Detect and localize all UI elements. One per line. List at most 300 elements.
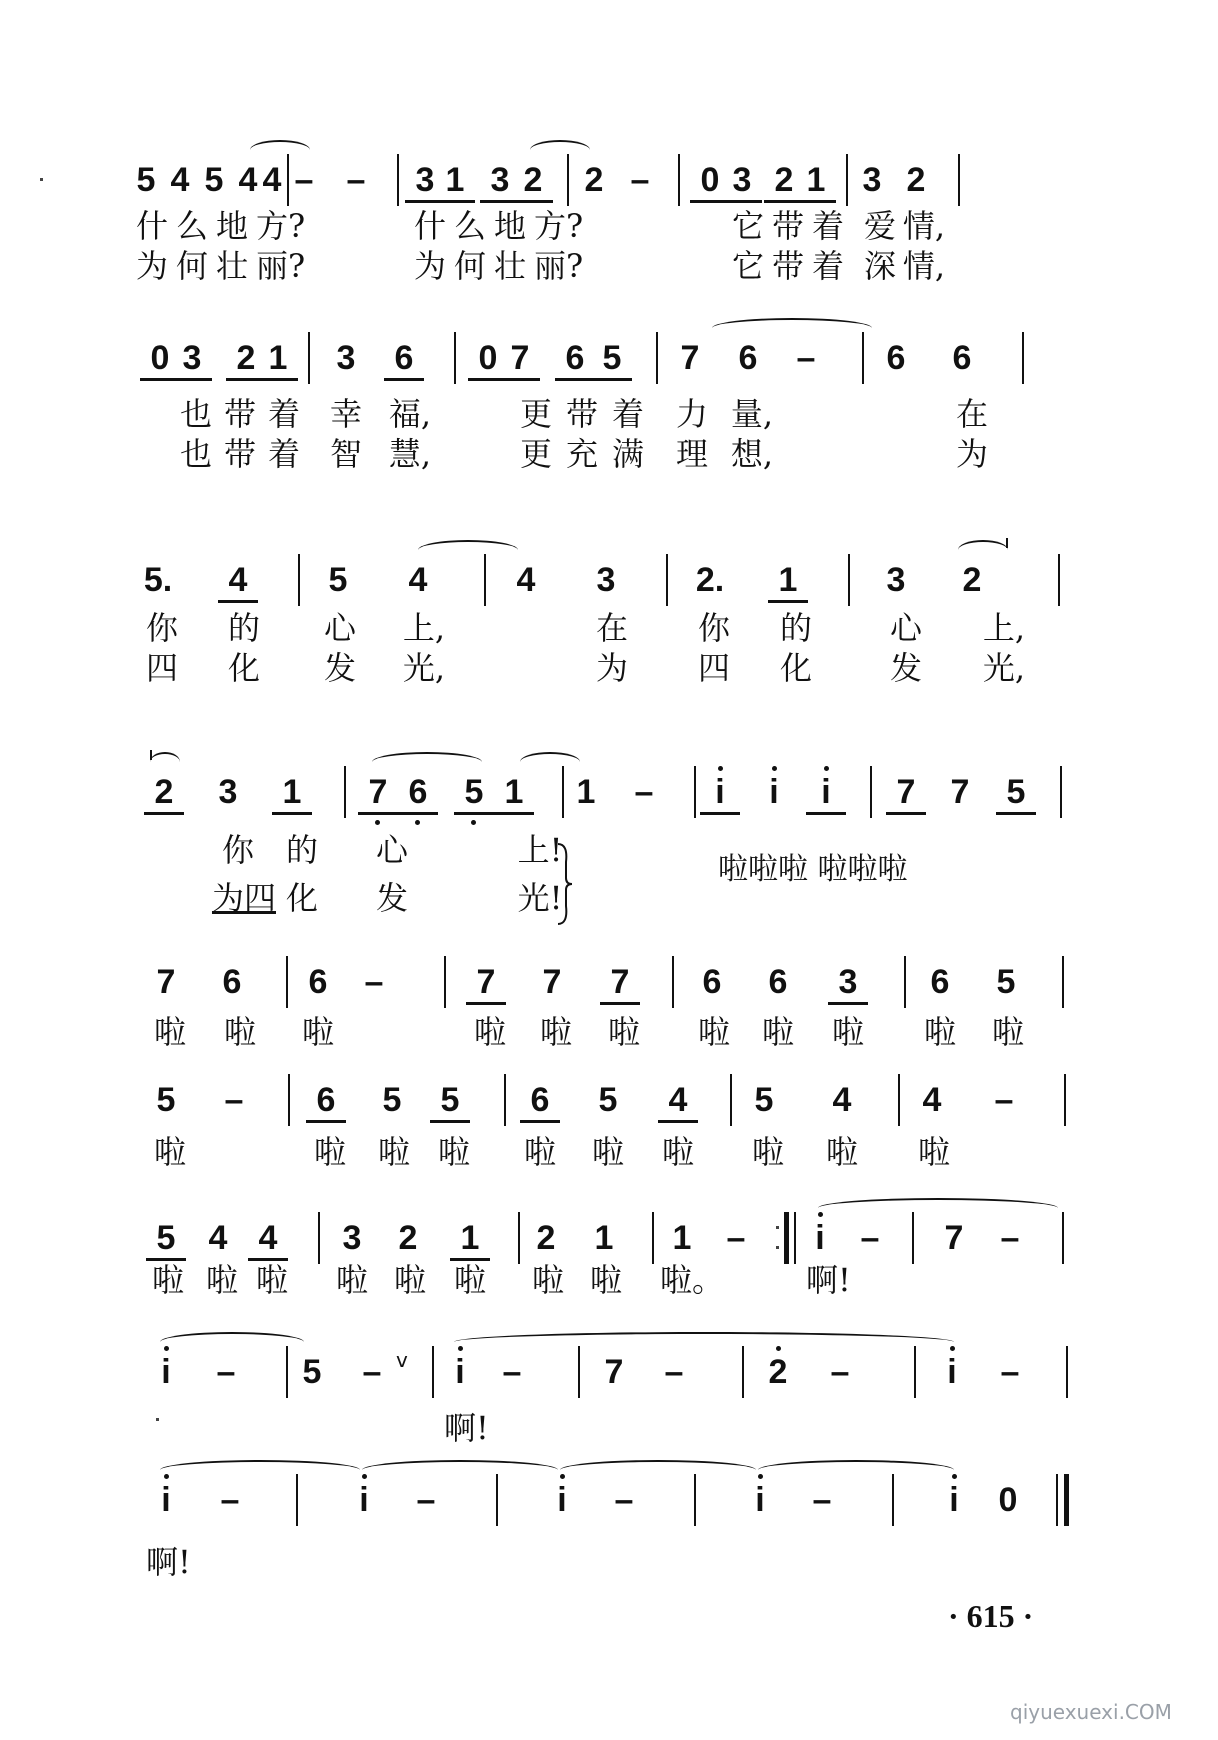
note-dash: –: [860, 1219, 880, 1257]
lyric: 化: [285, 879, 318, 917]
repeat-dot: [776, 1226, 779, 1229]
note: 6: [308, 963, 328, 1001]
note: i: [754, 772, 794, 812]
note: i: [344, 1480, 384, 1520]
lyric: 上,: [402, 609, 446, 647]
lyric-verse-2: [0, 434, 1218, 474]
note: 5: [430, 1080, 470, 1123]
note: 5: [598, 1081, 618, 1119]
lyric: 心: [375, 831, 408, 869]
barline: [694, 766, 696, 818]
note-dash: –: [364, 963, 384, 1001]
note: 2: [536, 1219, 556, 1257]
note-dash: –: [502, 1353, 522, 1391]
note: 4: [218, 560, 258, 603]
note: 6: [738, 339, 758, 377]
lyric: 满: [611, 435, 644, 473]
barline: [578, 1346, 580, 1398]
note: 6: [768, 963, 788, 1001]
barline: [898, 1074, 900, 1126]
slur-end: [1006, 538, 1008, 548]
barline: [912, 1212, 914, 1264]
note-dash: –: [634, 773, 654, 811]
note: 1: [258, 338, 298, 381]
barline: [288, 1074, 290, 1126]
notation-line: [0, 1348, 1218, 1412]
barline: [286, 1346, 288, 1398]
lyric-verse-1: [0, 1542, 1218, 1582]
lyric-verse-1: [0, 206, 1218, 246]
barline: [397, 154, 399, 206]
lyric: 四: [145, 649, 178, 687]
lyric: 啦: [335, 1261, 368, 1299]
barline: [672, 956, 674, 1008]
note: 6: [930, 963, 950, 1001]
lyric: 你: [145, 609, 178, 647]
lyric: 带: [771, 247, 804, 285]
lyric: 啦: [453, 1261, 486, 1299]
note: 1: [594, 1219, 614, 1257]
note: 1: [435, 160, 475, 203]
note: 7: [604, 1353, 624, 1391]
lyric-verse-1: [0, 1012, 1218, 1052]
watermark: qiyuexuexi.COM: [1010, 1700, 1172, 1724]
speck: [40, 178, 43, 181]
note: –: [294, 161, 314, 199]
note-dash: –: [362, 1353, 382, 1391]
lyric: 上,: [982, 609, 1026, 647]
lyric: 啦: [917, 1133, 950, 1171]
lyric: 情,: [902, 207, 946, 245]
barline: [1060, 766, 1062, 818]
barline: [678, 154, 680, 206]
lyric: 啊!: [444, 1409, 489, 1447]
note: i: [932, 1352, 972, 1392]
lyric: 也: [179, 435, 212, 473]
note: i: [806, 772, 846, 815]
lyric: 啦。: [660, 1261, 725, 1299]
lyric-verse-2: [0, 648, 1218, 688]
note: 4: [208, 1219, 228, 1257]
lyric: 化: [779, 649, 812, 687]
lyric: 着: [267, 395, 300, 433]
tie: [560, 1460, 756, 1480]
note-dash: –: [796, 339, 816, 377]
barline: [652, 1212, 654, 1264]
note-dash: –: [812, 1481, 832, 1519]
note: 4: [170, 161, 190, 199]
barline: [694, 1474, 696, 1526]
note-dash: –: [220, 1481, 240, 1519]
barline: [432, 1346, 434, 1398]
barline: [286, 956, 288, 1008]
lyric: 丽?: [534, 247, 584, 285]
lyric-verse-1: [0, 394, 1218, 434]
note: 6: [520, 1080, 560, 1123]
note: 3: [862, 161, 882, 199]
final-barline-thin: [1056, 1474, 1058, 1526]
note-dash: –: [224, 1081, 244, 1119]
note: 7: [466, 962, 506, 1005]
note: 2: [398, 1219, 418, 1257]
barline: [496, 1474, 498, 1526]
lyric: 何: [453, 247, 486, 285]
note-dash: –: [1000, 1219, 1020, 1257]
note: 2: [906, 161, 926, 199]
lyric: 为: [135, 247, 168, 285]
barline: [848, 554, 850, 606]
barline: [318, 1212, 320, 1264]
notation-line: [0, 338, 1218, 398]
note: 7: [358, 772, 398, 815]
lyric: 着: [267, 435, 300, 473]
lyric: 想,: [730, 435, 774, 473]
lyric: 啦: [313, 1133, 346, 1171]
note: 0: [468, 338, 508, 381]
note: 3: [342, 1219, 362, 1257]
lyric: 地: [493, 207, 526, 245]
lyric: 啦: [825, 1133, 858, 1171]
lyric: 啦: [591, 1133, 624, 1171]
lyric: 啦: [393, 1261, 426, 1299]
lyric: 丽?: [256, 247, 306, 285]
lyric-verse-2: [0, 246, 1218, 286]
lyric: 带: [223, 395, 256, 433]
lyric: 啦: [153, 1133, 186, 1171]
lyric: 在: [595, 609, 628, 647]
lyric: 理: [675, 435, 708, 473]
barline: [904, 956, 906, 1008]
barline: [518, 1212, 520, 1264]
barline: [862, 332, 864, 384]
note: 1: [576, 773, 596, 811]
note: i: [934, 1480, 974, 1520]
lyric: 上!: [517, 831, 563, 869]
note-dash: –: [994, 1081, 1014, 1119]
lyric: 发: [375, 879, 408, 917]
lyric: 何: [175, 247, 208, 285]
lyric: 它: [731, 207, 764, 245]
lyric: 么: [453, 207, 486, 245]
note: 6: [222, 963, 242, 1001]
note: i: [440, 1352, 480, 1392]
lyric: 光!: [517, 879, 563, 917]
lyric: 化: [227, 649, 260, 687]
note: 5: [156, 1081, 176, 1119]
lyric: 什: [135, 207, 168, 245]
barline: [730, 1074, 732, 1126]
barline: [846, 154, 848, 206]
lyric-verse-1: [0, 830, 1218, 870]
lyric: 你: [221, 831, 254, 869]
barline: [344, 766, 346, 818]
note: 7: [156, 963, 176, 1001]
note-dash: –: [216, 1353, 236, 1391]
lyric-verse-1: [0, 1132, 1218, 1172]
note: 3: [722, 160, 762, 203]
note-dash: –: [630, 161, 650, 199]
note: 6: [886, 339, 906, 377]
barline: [308, 332, 310, 384]
note: 3: [218, 773, 238, 811]
lyric: 啦: [437, 1133, 470, 1171]
note: 7: [886, 772, 926, 815]
note: 2: [513, 160, 553, 203]
lyric: 啊!: [146, 1543, 191, 1581]
barline: [1062, 1212, 1064, 1264]
lyric: 爱: [863, 207, 896, 245]
note: 2: [962, 561, 982, 599]
note: 4: [832, 1081, 852, 1119]
note: 2: [144, 772, 184, 815]
barline: [656, 332, 658, 384]
note: 1: [272, 772, 312, 815]
note: 7: [950, 773, 970, 811]
lyric: 幸: [329, 395, 362, 433]
slur: [250, 140, 310, 160]
note: 2: [584, 161, 604, 199]
note: 7: [542, 963, 562, 1001]
note-dash: –: [416, 1481, 436, 1519]
page-number: · 615 ·: [948, 1598, 1034, 1634]
barline: [454, 332, 456, 384]
lyric: 带: [771, 207, 804, 245]
lyric: 它: [731, 247, 764, 285]
note: 6: [398, 772, 438, 815]
note: 3: [886, 561, 906, 599]
note: 3: [336, 339, 356, 377]
note: i: [542, 1480, 582, 1520]
note-dash: –: [664, 1353, 684, 1391]
note: 5: [204, 161, 224, 199]
lyric: 的: [227, 609, 260, 647]
note: 1: [494, 772, 534, 815]
barline: [742, 1346, 744, 1398]
note: 6: [702, 963, 722, 1001]
tie: [362, 1460, 558, 1480]
note: i: [740, 1480, 780, 1520]
lyric: 啦: [153, 1013, 186, 1051]
lyric: 四: [697, 649, 730, 687]
note: 6: [384, 338, 424, 381]
lyric: 啊!: [806, 1261, 851, 1299]
lyric: 地: [215, 207, 248, 245]
note: 0: [140, 338, 180, 381]
note: 4: [922, 1081, 942, 1119]
lyric-verse-2: [0, 878, 1218, 918]
note: i: [146, 1480, 186, 1520]
note: 3: [828, 962, 868, 1005]
note: 5: [592, 338, 632, 381]
lyric: 么: [175, 207, 208, 245]
note: 2: [758, 1352, 798, 1392]
note-dash: –: [614, 1481, 634, 1519]
tie: [758, 1460, 954, 1480]
barline: [666, 554, 668, 606]
note: 4: [238, 161, 258, 199]
barline: [870, 766, 872, 818]
lyric: 啦: [151, 1261, 184, 1299]
note: 3: [480, 160, 520, 203]
lyric: 啦: [607, 1013, 640, 1051]
note: 5: [996, 963, 1016, 1001]
lyric: 的: [779, 609, 812, 647]
note: 4: [262, 161, 282, 199]
slur: [530, 140, 590, 160]
lyric: 为: [595, 649, 628, 687]
lyric: 啦: [531, 1261, 564, 1299]
lyric: 慧,: [388, 435, 432, 473]
notation-line: [0, 1080, 1218, 1140]
barline: [504, 1074, 506, 1126]
note: 0: [998, 1481, 1018, 1519]
repeat-barline: [794, 1212, 796, 1264]
note: 4: [408, 561, 428, 599]
lyric: 啦: [589, 1261, 622, 1299]
barline: [1058, 554, 1060, 606]
lyric: 啦: [761, 1013, 794, 1051]
lyric: 光,: [982, 649, 1026, 687]
lyric: 力: [675, 395, 708, 433]
tie: [454, 1332, 954, 1352]
note: 4: [516, 561, 536, 599]
lyric: 福,: [388, 395, 432, 433]
lyric: 充: [565, 435, 598, 473]
lyric: 光,: [402, 649, 446, 687]
lyric-verse-1: [0, 1408, 1218, 1448]
lyric: 更: [519, 395, 552, 433]
speck: [156, 1418, 159, 1421]
lyric: 方?: [256, 207, 306, 245]
lyric: 更: [519, 435, 552, 473]
note: 5: [754, 1081, 774, 1119]
note: 1: [768, 560, 808, 603]
note: 7: [500, 338, 540, 381]
barline: [298, 554, 300, 606]
lyric: 的: [285, 831, 318, 869]
tie: [160, 1332, 304, 1352]
lyric: 啦: [223, 1013, 256, 1051]
barline: [1064, 1074, 1066, 1126]
note-dash: –: [346, 161, 366, 199]
note: 6: [952, 339, 972, 377]
lyric: 你: [697, 609, 730, 647]
lyric: 心: [323, 609, 356, 647]
lyric: 什: [413, 207, 446, 245]
barline: [914, 1346, 916, 1398]
note-dash: –: [830, 1353, 850, 1391]
tie: [712, 318, 872, 338]
note: 7: [600, 962, 640, 1005]
lyric: 着: [811, 207, 844, 245]
lyric: 为: [955, 435, 988, 473]
note: 1: [796, 160, 836, 203]
lyric: 发: [323, 649, 356, 687]
note: 5: [146, 1218, 186, 1261]
note-dash: –: [1000, 1353, 1020, 1391]
la-la-lyric: 啦啦啦 啦啦啦: [718, 852, 908, 887]
notation-line: [0, 772, 1218, 832]
lyric-verse-1: [0, 608, 1218, 648]
note: 7: [680, 339, 700, 377]
note: 5.: [143, 561, 173, 599]
repeat-barline: [784, 1212, 789, 1264]
note: 5: [302, 1353, 322, 1391]
note: 7: [944, 1219, 964, 1257]
lyric: 啦: [377, 1133, 410, 1171]
lyric: 啦: [751, 1133, 784, 1171]
note: 0: [690, 160, 730, 203]
lyric: 着: [611, 395, 644, 433]
final-barline-thick: [1064, 1474, 1069, 1526]
lyric: 在: [955, 395, 988, 433]
barline: [567, 154, 569, 206]
note: 1: [450, 1218, 490, 1261]
note: 2.: [695, 561, 725, 599]
note: 4: [658, 1080, 698, 1123]
note: 5: [328, 561, 348, 599]
lyric: 发: [889, 649, 922, 687]
barline: [958, 154, 960, 206]
note: i: [800, 1218, 840, 1258]
lyric: 啦: [255, 1261, 288, 1299]
lyric: 为: [413, 247, 446, 285]
barline: [1022, 332, 1024, 384]
slur: [372, 752, 482, 772]
lyric: 啦: [539, 1013, 572, 1051]
note: 3: [596, 561, 616, 599]
lyric: 心: [889, 609, 922, 647]
lyric: 着: [811, 247, 844, 285]
note: i: [146, 1352, 186, 1392]
barline: [444, 956, 446, 1008]
lyric: 啦: [923, 1013, 956, 1051]
barline: [296, 1474, 298, 1526]
tie: [818, 1198, 1058, 1218]
lyric: 啦: [831, 1013, 864, 1051]
lyric: 深: [863, 247, 896, 285]
lyric: 壮: [215, 247, 248, 285]
lyric: 啦: [205, 1261, 238, 1299]
lyric: 啦: [697, 1013, 730, 1051]
lyric-verse-1: [0, 1260, 1218, 1300]
lyric: 量,: [730, 395, 774, 433]
lyric: 啦: [301, 1013, 334, 1051]
slur: [958, 540, 1008, 560]
repeat-dot: [776, 1246, 779, 1249]
lyric: 方?: [534, 207, 584, 245]
note: 5: [454, 772, 494, 815]
lyric: 啦: [661, 1133, 694, 1171]
note: 2: [226, 338, 266, 381]
lyric: 也: [179, 395, 212, 433]
breath-mark: v: [396, 1348, 408, 1372]
note: 3: [172, 338, 212, 381]
barline: [1062, 956, 1064, 1008]
lyric: 啦: [473, 1013, 506, 1051]
note: i: [700, 772, 740, 815]
lyric: 智: [329, 435, 362, 473]
note: 6: [306, 1080, 346, 1123]
lyric: 为四: [211, 879, 276, 917]
slur: [520, 752, 580, 772]
note: 1: [672, 1219, 692, 1257]
barline: [484, 554, 486, 606]
tie: [160, 1460, 360, 1480]
slur: [150, 752, 180, 772]
lyric: 带: [565, 395, 598, 433]
note: 5: [382, 1081, 402, 1119]
